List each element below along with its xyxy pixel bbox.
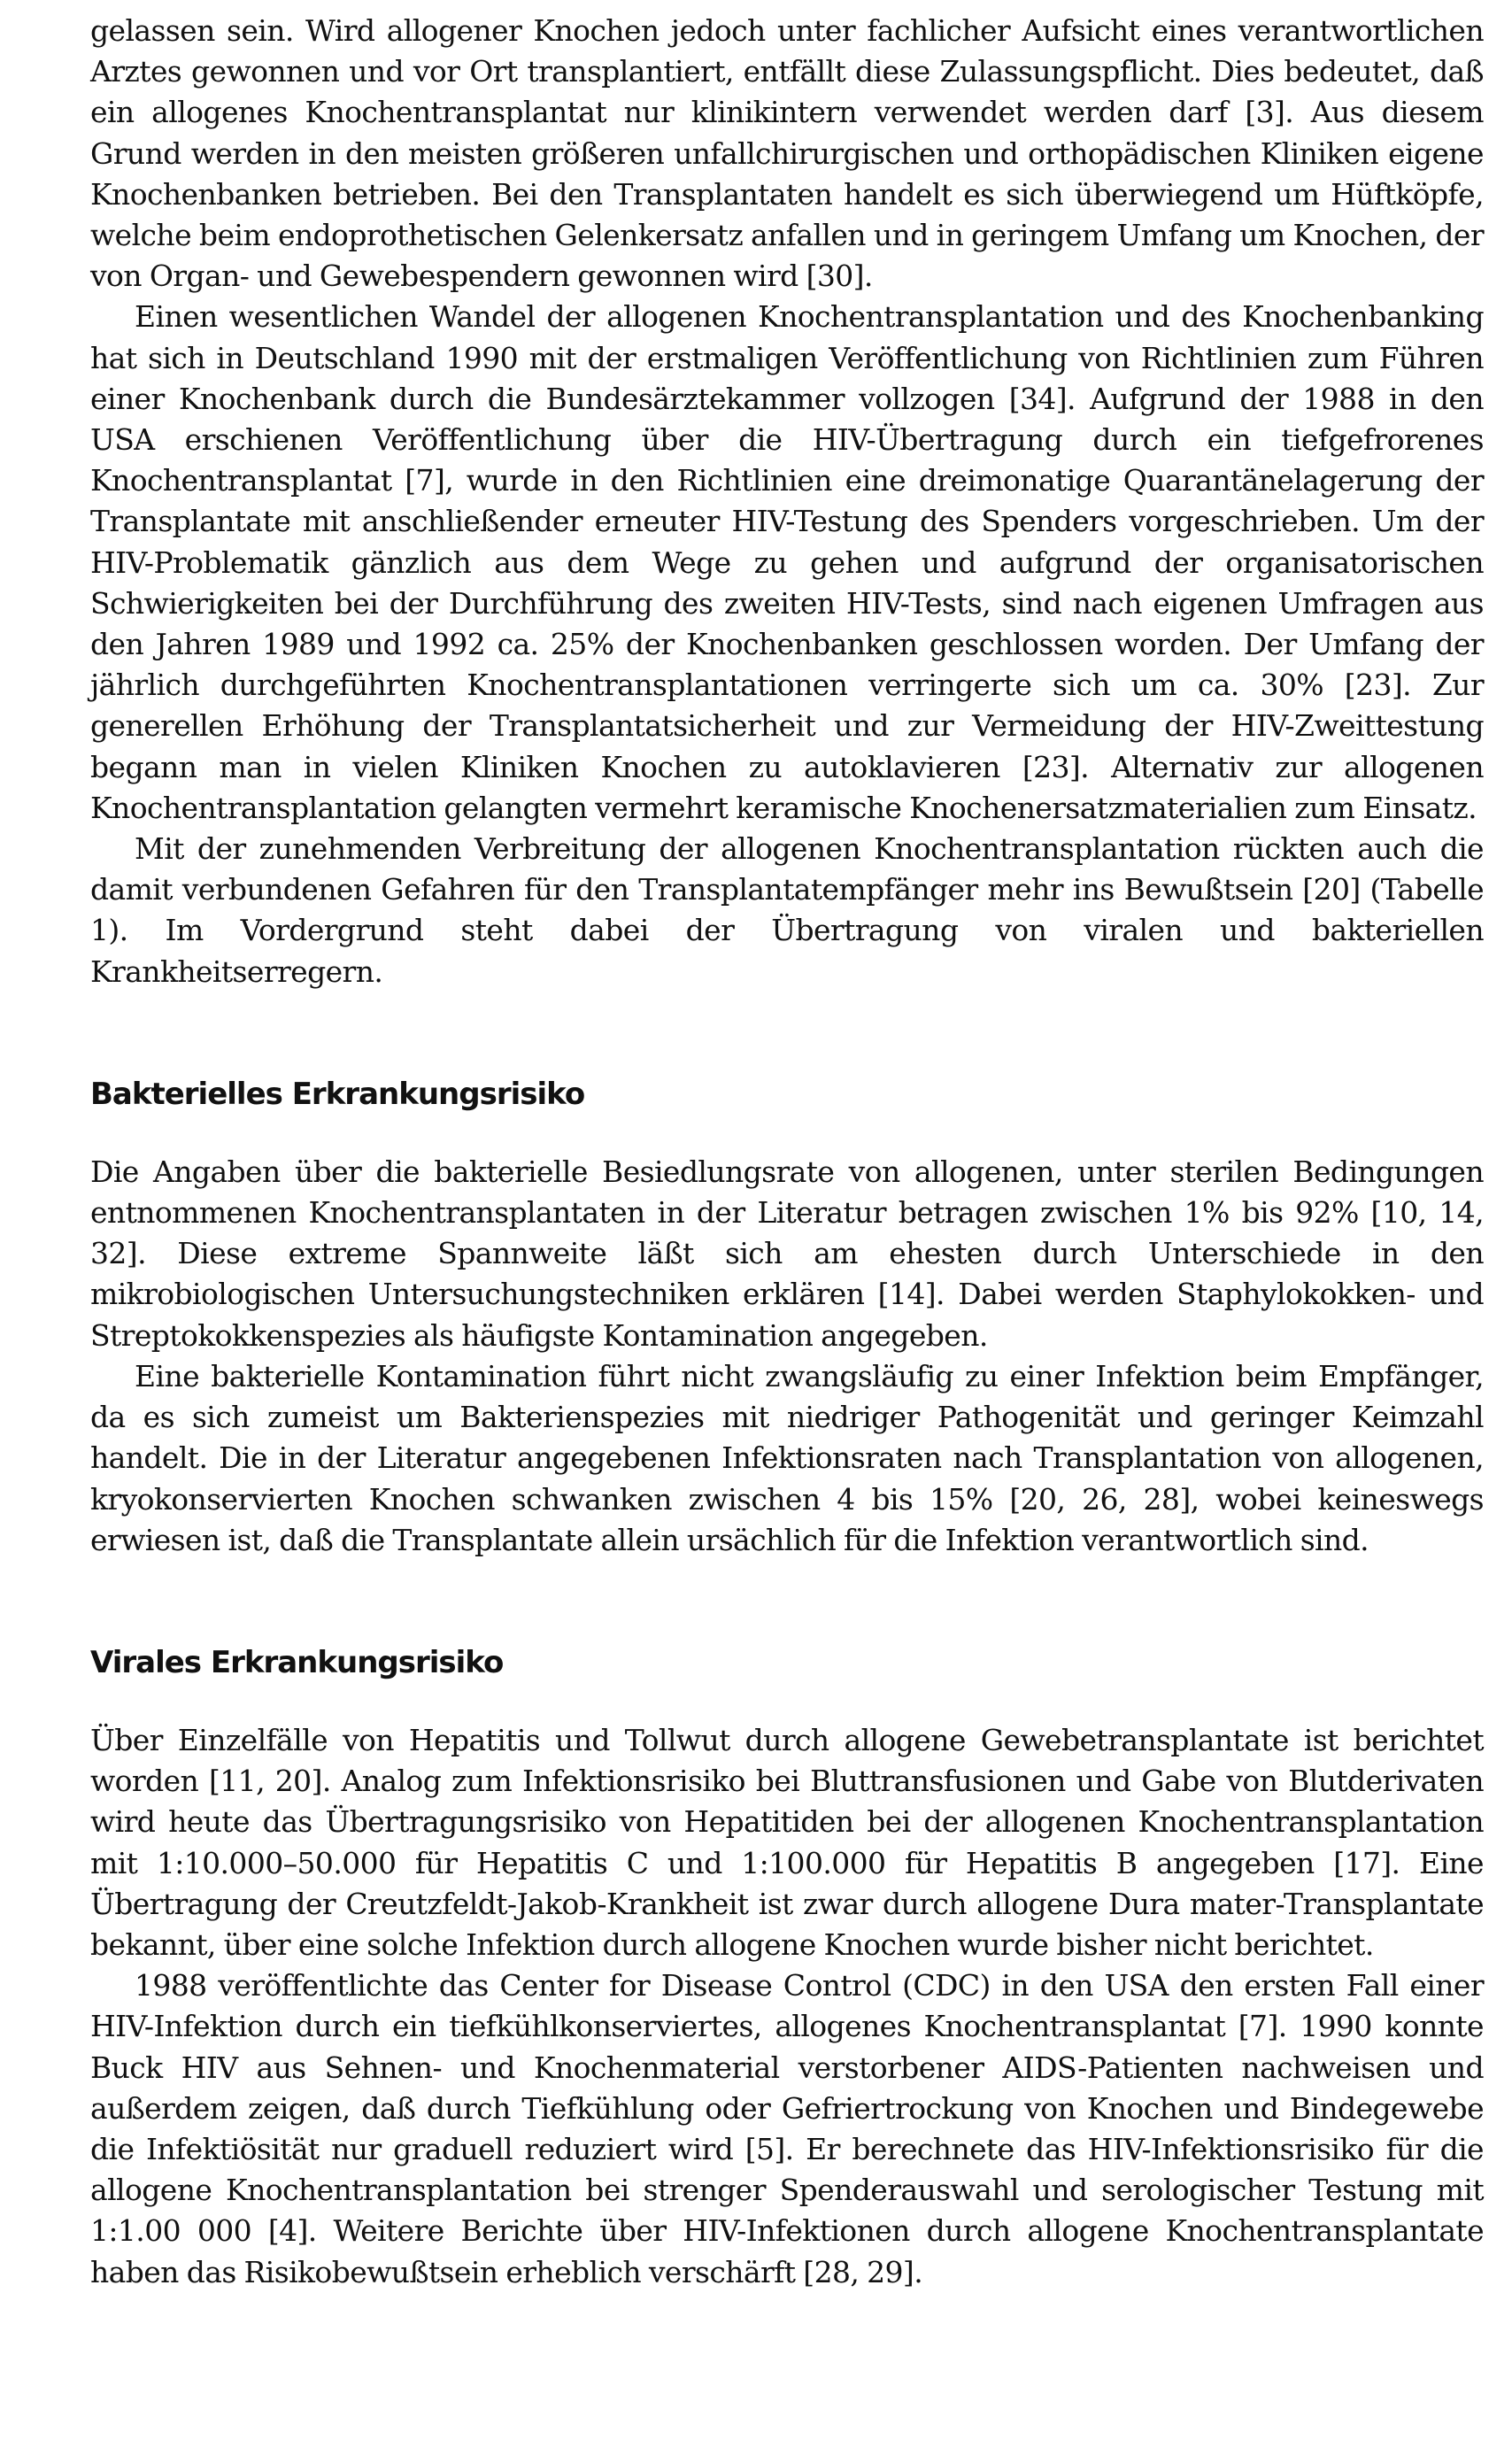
intro-paragraph-3: Mit der zunehmenden Verbreitung der allogenen Knochentransplantation rückten auch die damit verbundenen Gefahren für den Transplantatempfänger mehr ins Bewußtsein [20] (Tabelle 1). Im Vordergrund steht dabei der Übertragung von viralen und bakteriellen Krankheitserregern. (90, 831, 1484, 989)
heading-viral-risk: Virales Erkrankungsrisiko (90, 1644, 504, 1680)
heading-spacer (90, 1115, 1484, 1152)
heading-bacterial-risk: Bakterielles Erkrankungsrisiko (90, 1076, 585, 1112)
intro-paragraph-2: Einen wesentlichen Wandel der allogenen Knochentransplantation und des Knochenbanking hat sich in Deutschland 1990 mit der erstmaligen Veröffentlichung von Richtlinien zum Führen einer Knochenbank durch die Bundesärztekammer vollzogen [34]. Aufgrund der 1988 in den USA erschienen Veröffentlichung über die HIV-Übertragung durch ein tiefgefrorenes Knochentransplantat [7], wurde in den Richtlinien eine dreimonatige Quarantänelagerung der Transplantate mit anschließender erneuter HIV-Testung des Spenders vorgeschrieben. Um der HIV-Problematik gänzlich aus dem Wege zu gehen und aufgrund der organisatorischen Schwierigkeiten bei der Durchführung des zweiten HIV-Tests, sind nach eigenen Umfragen aus den Jahren 1989 und 1992 ca. 25% der Knochenbanken geschlossen worden. Der Umfang der jährlich durchgeführten Knochentransplantationen verringerte sich um ca. 30% [23]. Zur generellen Erhöhung der Transplantatsicherheit und zur Vermeidung der HIV-Zweittestung begann man in vielen Kliniken Knochen zu autoklavieren [23]. Alternativ zur allogenen Knochentransplantation gelangten vermehrt keramische Knochenersatzmaterialien zum Einsatz. (90, 299, 1484, 825)
intro-paragraph-1: gelassen sein. Wird allogener Knochen jedoch unter fachlicher Aufsicht eines verantwortlichen Arztes gewonnen und vor Ort transplantiert, entfällt diese Zulassungspflicht. Dies bedeutet, daß ein allogenes Knochentransplantat nur klinikintern verwendet werden darf [3]. Aus diesem Grund werden in den meisten größeren unfallchirurgischen und orthopädischen Kliniken eigene Knochenbanken betrieben. Bei den Transplantaten handelt es sich überwiegend um Hüftköpfe, welche beim endoprothetischen Gelenkersatz anfallen und in geringem Umfang um Knochen, der von Organ- und Gewebespendern gewonnen wird [30]. (90, 13, 1484, 294)
section-spacer (90, 1561, 1484, 1642)
heading-spacer (90, 1683, 1484, 1720)
viral-paragraph-2: 1988 veröffentlichte das Center for Disease Control (CDC) in den USA den ersten Fall einer HIV-Infektion durch ein tiefkühlkonserviertes, allogenes Knochentransplantat [7]. 1990 konnte Buck HIV aus Sehnen- und Knochenmaterial verstorbener AIDS-Patienten nachweisen und außerdem zeigen, daß durch Tiefkühlung oder Gefriertrockung von Knochen und Bindegewebe die Infektiösität nur graduell reduziert wird [5]. Er berechnete das HIV-Infektionsrisiko für die allogene Knochentransplantation bei strenger Spenderauswahl und serologischer Testung mit 1:1.00 000 [4]. Weitere Berichte über HIV-Infektionen durch allogene Knochentransplantate haben das Risikobewußtsein erheblich verschärft [28, 29]. (90, 1968, 1484, 2289)
bacterial-paragraph-2: Eine bakterielle Kontamination führt nicht zwangsläufig zu einer Infektion beim Empfänger, da es sich zumeist um Bakterienspezies mit niedriger Pathogenität und geringer Keimzahl handelt. Die in der Literatur angegebenen Infektionsraten nach Transplantation von allogenen, kryokonservierten Knochen schwanken zwischen 4 bis 15% [20, 26, 28], wobei keineswegs erwiesen ist, daß die Transplantate allein ursächlich für die Infektion verantwortlich sind. (90, 1358, 1484, 1557)
bacterial-paragraph-1: Die Angaben über die bakterielle Besiedlungsrate von allogenen, unter sterilen Bedingungen entnommenen Knochentransplantaten in der Literatur betragen zwischen 1% bis 92% [10, 14, 32]. Diese extreme Spannweite läßt sich am ehesten durch Unterschiede in den mikrobiologischen Untersuchungstechniken erklären [14]. Dabei werden Staphylokokken- und Streptokokkenspezies als häufigste Kontamination angegeben. (90, 1154, 1484, 1353)
section-spacer (90, 992, 1484, 1074)
viral-paragraph-1: Über Einzelfälle von Hepatitis und Tollwut durch allogene Gewebetransplantate ist berichtet worden [11, 20]. Analog zum Infektionsrisiko bei Bluttransfusionen und Gabe von Blutderivaten wird heute das Übertragungsrisiko von Hepatitiden bei der allogenen Knochentransplantation mit 1:10.000–50.000 für Hepatitis C und 1:100.000 für Hepatitis B angegeben [17]. Eine Übertragung der Creutzfeldt-Jakob-Krankheit ist zwar durch allogene Dura mater-Transplantate bekannt, über eine solche Infektion durch allogene Knochen wurde bisher nicht berichtet. (90, 1722, 1484, 1962)
